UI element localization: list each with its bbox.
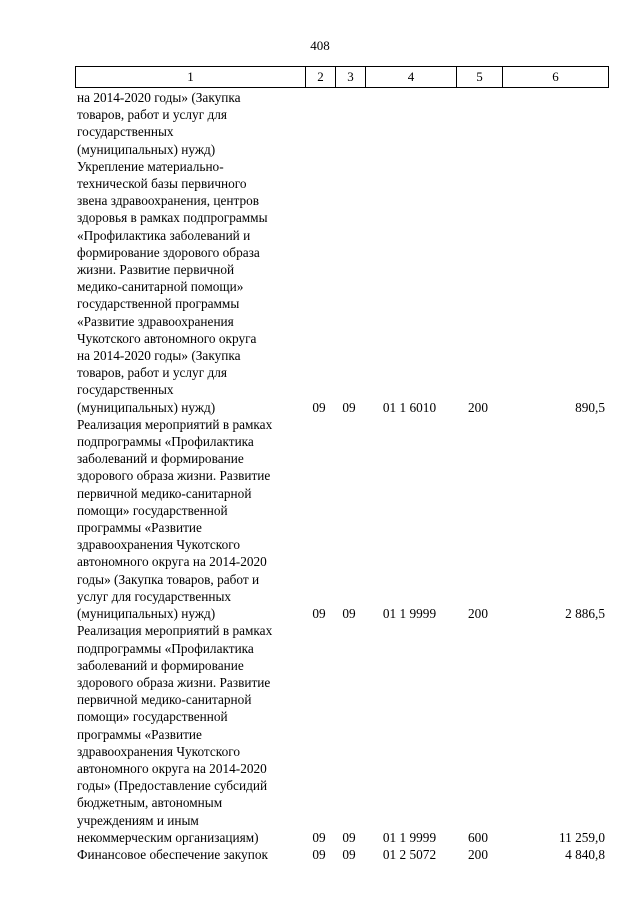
row-subsection: 09 bbox=[342, 829, 356, 845]
row-amount: 2 886,5 bbox=[565, 606, 605, 622]
row-section: 09 bbox=[312, 829, 326, 845]
row-description: Укрепление материально- технической базы первичного звена здравоохранения, центров здоровья в рамках подпрограммы «Профилактика заболеваний и формирование здорового образа жизни. Развитие первичной медико-санитарной помощи» государственной программы «Развитие здравоохранения Чукотского автономного округа на 2014-2020 годы» (Закупка товаров, работ и услуг для государственных (муниципальных) нужд) bbox=[77, 158, 268, 415]
header-col-6: 6 bbox=[502, 67, 608, 87]
row-description: Финансовое обеспечение закупок bbox=[77, 846, 268, 862]
row-expense-type: 200 bbox=[468, 846, 488, 862]
table-row bbox=[75, 158, 607, 416]
row-subsection: 09 bbox=[342, 399, 356, 415]
row-description: на 2014-2020 годы» (Закупка товаров, работ и услуг для государственных (муниципальных) нужд) bbox=[77, 90, 241, 157]
row-target-article: 01 1 6010 bbox=[382, 399, 437, 415]
table-row bbox=[75, 622, 607, 846]
row-expense-type: 600 bbox=[468, 829, 488, 845]
header-col-1: 1 bbox=[187, 69, 194, 84]
row-description: Реализация мероприятий в рамках подпрограммы «Профилактика заболеваний и формирование здорового образа жизни. Развитие первичной медико-санитарной помощи» государственной программы «Развитие здравоохранения Чукотского автономного округа на 2014-2020 годы» (Закупка товаров, работ и услуг для государственных (муниципальных) нужд) bbox=[77, 416, 273, 622]
table-body bbox=[75, 89, 607, 863]
header-col-4: 4 bbox=[365, 67, 456, 87]
header-col-5: 5 bbox=[456, 67, 502, 87]
row-target-article: 01 2 5072 bbox=[382, 846, 437, 862]
row-amount: 11 259,0 bbox=[558, 829, 605, 845]
table-header bbox=[75, 66, 609, 88]
row-subsection: 09 bbox=[342, 606, 356, 622]
page-number: 408 bbox=[310, 38, 330, 53]
header-col-3: 3 bbox=[335, 67, 365, 87]
row-expense-type: 200 bbox=[468, 399, 488, 415]
row-expense-type: 200 bbox=[468, 606, 488, 622]
row-section: 09 bbox=[312, 399, 326, 415]
row-amount: 4 840,8 bbox=[565, 846, 605, 862]
row-subsection: 09 bbox=[342, 846, 356, 862]
row-target-article: 01 1 9999 bbox=[382, 829, 437, 845]
row-amount: 890,5 bbox=[575, 399, 605, 415]
header-col-2: 2 bbox=[305, 67, 335, 87]
row-section: 09 bbox=[312, 606, 326, 622]
row-target-article: 01 1 9999 bbox=[382, 606, 437, 622]
row-section: 09 bbox=[312, 846, 326, 862]
row-description: Реализация мероприятий в рамках подпрограммы «Профилактика заболеваний и формирование здорового образа жизни. Развитие первичной медико-санитарной помощи» государственной программы «Развитие здравоохранения Чукотского автономного округа на 2014-2020 годы» (Предоставление субсидий бюджетным, автономным учреждениям и иным некоммерческим организациям) bbox=[77, 623, 273, 845]
table-row bbox=[75, 89, 607, 158]
table-row bbox=[75, 416, 607, 622]
table-row bbox=[75, 846, 607, 863]
